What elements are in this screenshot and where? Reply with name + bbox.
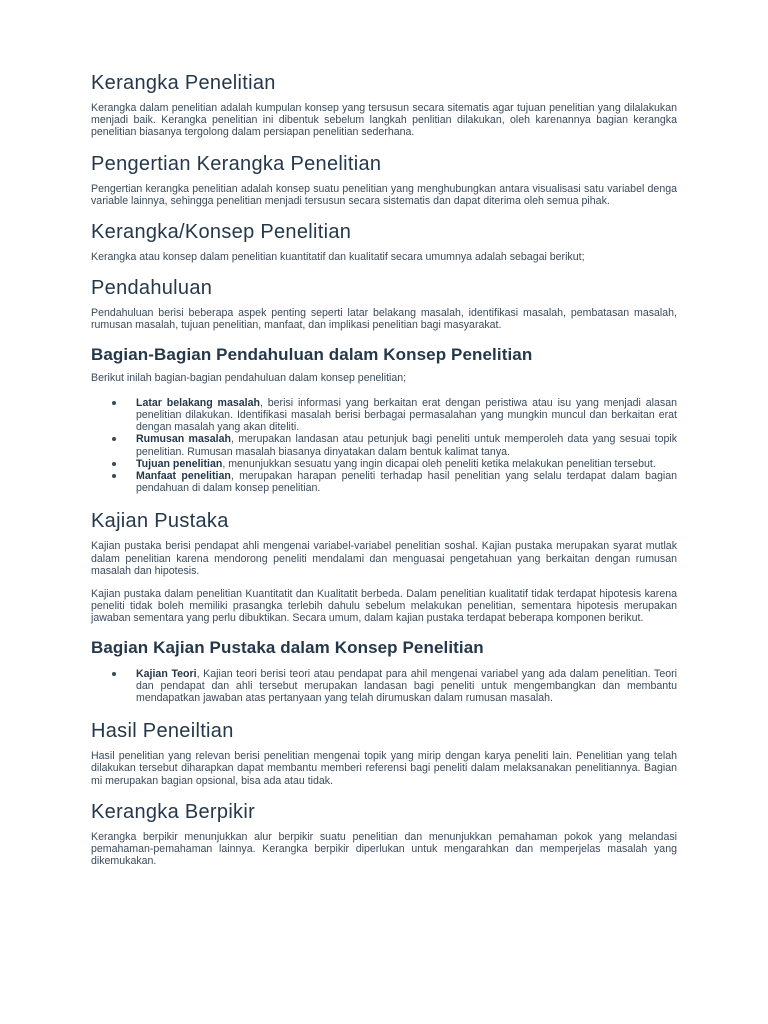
list-item: [136, 458, 677, 470]
list-item-text: , menunjukkan sesuatu yang ingin dicapai oleh peneliti ketika melakukan penelitian tersebut.: [222, 457, 656, 470]
list-item: [136, 470, 677, 494]
heading-bagian-kajian-pustaka: Bagian Kajian Pustaka dalam Konsep Penelitian: [91, 637, 484, 657]
heading-kajian-pustaka: Kajian Pustaka: [91, 510, 229, 533]
list-item-term: Kajian Teori: [136, 667, 197, 680]
list-bagian-pendahuluan: [91, 397, 677, 495]
heading-hasil-penelitian: Hasil Peneiltian: [91, 720, 234, 743]
paragraph-kerangka-konsep: Kerangka atau konsep dalam penelitian kuantitatif dan kualitatif secara umumnya adalah sebagai berikut;: [91, 251, 585, 264]
heading-pengertian: Pengertian Kerangka Penelitian: [91, 152, 382, 175]
heading-kerangka-konsep: Kerangka/Konsep Penelitian: [91, 221, 352, 244]
paragraph-hasil-penelitian: Hasil penelitian yang relevan berisi penelitian mengenai topik yang mirip dengan karya peneliti lain. Penelitian yang telah dilakukan tersebut diharapkan dapat membantu memberi referensi bagi peneliti dalam melaksanakan penelitiannya. Bagian mi merupakan bagian opsional, bisa ada atau tidak.: [91, 750, 677, 787]
list-item-text: , Kajian teori berisi teori atau pendapat para ahil mengenai variabel yang ada dalam penelitian. Teori dan pendapat dan ahli tersebut merupakan landasan bagi peneliti untuk mengembangkan dan membantu mendapatkan jawaban atas pertanyaan yang telah dirumuskan dalam rumusan masalah.: [136, 667, 677, 705]
heading-pendahuluan: Pendahuluan: [91, 277, 213, 300]
list-item: [136, 397, 677, 434]
list-item-text: , merupakan landasan atau petunjuk bagi peneliti untuk memperoleh data yang sesuai topik penelitian. Rumusan masalah biasanya dinyatakan dalam bentuk kalimat tanya.: [136, 433, 678, 458]
heading-kerangka-berpikir: Kerangka Berpikir: [91, 800, 256, 823]
paragraph-kajian-pustaka-1: Kajian pustaka berisi pendapat ahli mengenai variabel-variabel penelitian soshal. Kajian pustaka merupakan syarat mutlak dalam penelitian karena mendorong peneliti mendalami dan menguasai pengetahuan yang berkaitan dengan rumusan masalah dan hipotesis.: [91, 540, 677, 577]
paragraph-kerangka-penelitian: Kerangka dalam penelitian adalah kumpulan konsep yang tersusun secara sitematis agar tujuan penelitian yang dilalakukan menjadi baik. Kerangka penelitian ini dibentuk sebelum langkah penlitian dilakukan, oleh karenannya bagian kerangka penelitian biasanya tergolong dalam persiapan penelitian sederhana.: [91, 102, 677, 139]
list-item-term: Rumusan masalah: [136, 433, 231, 446]
list-item-term: Manfaat penelitian: [136, 470, 231, 483]
list-item-text: , merupakan harapan peneliti terhadap hasil penelitian yang selalu terdapat dalam bagian pendahuan di dalam konsep penelitian.: [136, 470, 677, 495]
paragraph-kerangka-berpikir: Kerangka berpikir menunjukkan alur berpikir suatu penelitian dan menunjukkan pemahaman pokok yang melandasi pemahaman-pemahaman lainnya. Kerangka berpikir diperlukan untuk mengarahkan dan memperjelas masalah yang dikemukakan.: [91, 830, 677, 868]
paragraph-kajian-pustaka-2: Kajian pustaka dalam penelitian Kuantitatit dan Kualitatit berbeda. Dalam penelitian kualitatif tidak terdapat hipotesis karena peneliti tidak boleh memiliki prasangka terlebih dahulu sebelum melakukan penelitian, sementara hipotesis merupakan jawaban sementara yang perlu dibuktikan. Secara umum, dalam kajian pustaka terdapat beberapa komponen berikut.: [91, 588, 677, 625]
list-item: [136, 433, 677, 457]
list-item-text: , berisi informasi yang berkaitan erat dengan peristiwa atau isu yang menjadi alasan penelitian dilakukan. Identifikasi masalah berisi berbagai permasalahan yang mungkin muncul dan berkaitan erat dengan masalah yang akan diteliti.: [136, 396, 677, 434]
heading-kerangka-penelitian: Kerangka Penelitian: [91, 72, 276, 94]
list-bagian-kajian-pustaka: [91, 668, 677, 705]
list-item: [136, 668, 677, 705]
paragraph-pendahuluan: Pendahuluan berisi beberapa aspek penting seperti latar belakang masalah, identifikasi masalah, pembatasan masalah, rumusan masalah, tujuan penelitian, manfaat, dan implikasi penelitian bagi masyarakat.: [91, 307, 677, 332]
list-item-term: Tujuan penelitian: [136, 457, 223, 470]
paragraph-bagian-pendahuluan: Berikut inilah bagian-bagian pendahuluan dalam konsep penelitian;: [91, 371, 407, 384]
paragraph-pengertian: Pengertian kerangka penelitian adalah konsep suatu penelitian yang menghubungkan antara visualisasi satu variabel denga variable lainnya, sehingga penelitian menjadi tersusun secara sistematis dan dapat diterima oleh semua pihak.: [91, 182, 677, 207]
list-item-term: Latar belakang masalah: [136, 396, 260, 409]
heading-bagian-pendahuluan: Bagian-Bagian Pendahuluan dalam Konsep Penelitian: [91, 344, 533, 364]
